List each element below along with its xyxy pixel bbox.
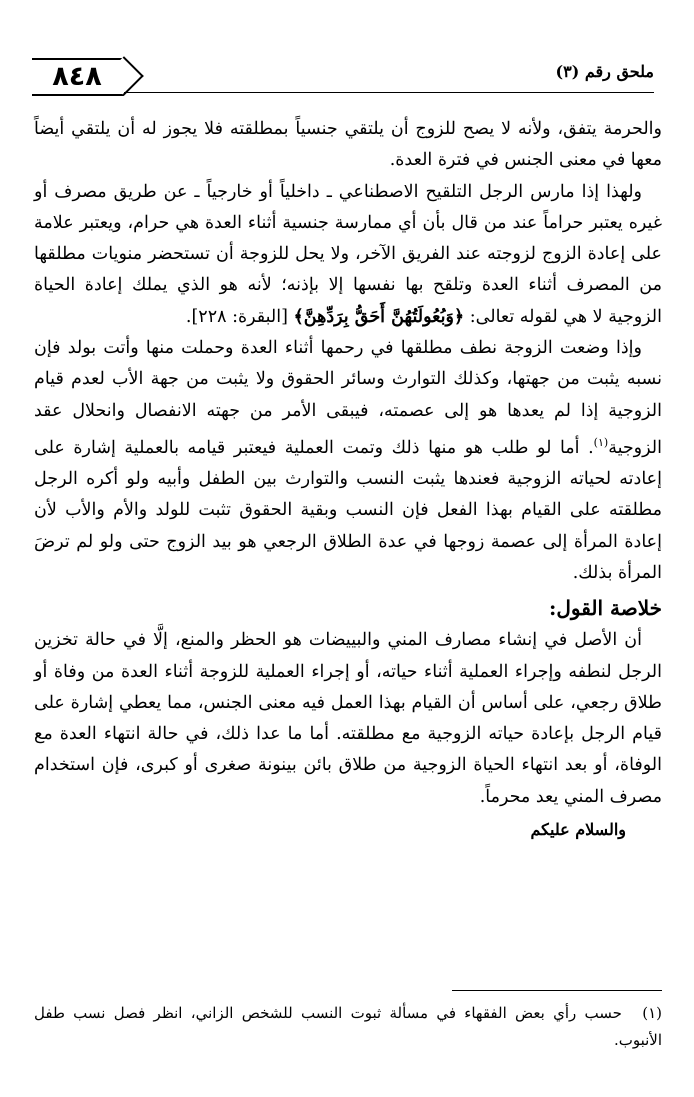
summary-heading: خلاصة القول: xyxy=(549,596,662,621)
paragraph-2 xyxy=(34,177,662,333)
paragraph-3-continuation: أما لو طلب هو منها ذلك وتمت العملية فيعتبر قيامه بالعملية إشارة على إعادته لحياته الزوجية فعندها يثبت النسب والتوارث بين الطفل وأبيه ولو أكره الرجل مطلقته على القيام بهذا الفعل فإن النسب وبقية الحقوق تثبت للولد والأم والأب لأن إعادة المرأة إلى عصمة زوجها في عدة الطلاق الرجعي هو بيد الزوج حتى ولو لم ترضَ المرأة بذلك. xyxy=(34,437,662,583)
quran-verse: ﴿وَبُعُولَتُهُنَّ أَحَقُّ بِرَدِّهِنَّ﴾ xyxy=(293,306,465,327)
footnote-mark: (١) xyxy=(642,1004,662,1022)
footnote-text: حسب رأي بعض الفقهاء في مسألة ثبوت النسب للشخص الزاني، انظر فصل نسب طفل الأنبوب. xyxy=(34,1004,662,1049)
header-rule xyxy=(124,92,654,93)
page-number-frame xyxy=(32,58,124,96)
footnote-separator xyxy=(452,990,662,991)
footnote xyxy=(34,1000,662,1054)
paragraph-2-text: ولهذا إذا مارس الرجل التلقيح الاصطناعي ـ داخلياً أو خارجياً ـ عن طريق مصرف أو غيره يعتبر حراماً عند من قال بأن أي ممارسة جنسية أثناء العدة هي حرام، ويعتبر علامة على إعادة الزوج لزوجته عند الفريق الآخر، ولا يحل للزوجة أن تستحضر منويات مطلقها من المصرف أثناء العدة وتلقح بها نفسها إلا بإذنه؛ لأنه هو الذي يملك إعادة الحياة الزوجية لا هي لقوله تعالى: xyxy=(34,181,662,327)
footnote-reference[interactable]: (١) xyxy=(593,435,609,449)
summary-paragraph: أن الأصل في إنشاء مصارف المني والبييضات هو الحظر والمنع، إلَّا في حالة تخزين الرجل لنطفه وإجراء العملية أثناء حياته، أو إجراء العملية للزوجة أثناء العدة من وفاة أو طلاق رجعي، على أساس أن القيام بهذا العمل فيه معنى الجنس، مما يعطي إشارة على قيام الرجل بإعادة حياته الزوجية مع مطلقته. أما ما عدا ذلك، في حالة انتهاء العدة مع الوفاة، أو بعد انتهاء الحياة الزوجية من طلاق بائن بينونة صغرى أو كبرى، فإن استخدام مصرف المني يعد محرماً. xyxy=(34,630,662,807)
page-number: ٨٤٨ xyxy=(52,61,102,92)
paragraph-3-text: وإذا وضعت الزوجة نطف مطلقها في رحمها أثناء العدة وحملت منها وأتت بولد فإن نسبه يثبت من جهتها، وكذلك التوارث وسائر الحقوق ولا يثبت من جهة الأب لعدم قيام الزوجية إذا لم يعدها هو إلى عصمته، فيبقى الأمر من جهته الانفصال وانحلال عقد الزوجية xyxy=(34,338,662,458)
section-label: ملحق رقم (٣) xyxy=(555,62,654,81)
closing-salutation: والسلام عليكم xyxy=(530,820,626,840)
paragraph-1: والحرمة يتفق، ولأنه لا يصح للزوج أن يلتقي جنسياً بمطلقته فلا يجوز له أن يلتقي أيضاً معها في معنى الجنس في فترة العدة. xyxy=(34,119,662,171)
verse-reference: [البقرة: ٢٢٨]. xyxy=(185,306,288,327)
paragraph-3: وإذا وضعت الزوجة نطف مطلقها في رحمها أثناء العدة وحملت منها وأتت بولد فإن نسبه يثبت من جهتها، وكذلك التوارث وسائر الحقوق ولا يثبت من جهة الأب لعدم قيام الزوجية إذا لم يعدها هو إلى عصمته، فيبقى الأمر من جهته الانفصال وانحلال عقد الزوجية$^{(١)}$. أما لو طلب هو منها ذلك وتمت العملية فيعتبر قيامه بالعملية إشارة على إعادته لحياته الزوجية فعندها يثبت النسب والتوارث بين الطفل وأبيه ولو أكره الرجل مطلقته على القيام بهذا الفعل فإن النسب وبقية الحقوق تثبت للولد والأم والأب لأن إعادة المرأة إلى عصمة زوجها في عدة الطلاق الرجعي هو بيد الزوج حتى ولو لم ترضَ المرأة بذلك. xyxy=(34,338,662,583)
body-text xyxy=(34,114,662,847)
page-header xyxy=(32,58,654,98)
